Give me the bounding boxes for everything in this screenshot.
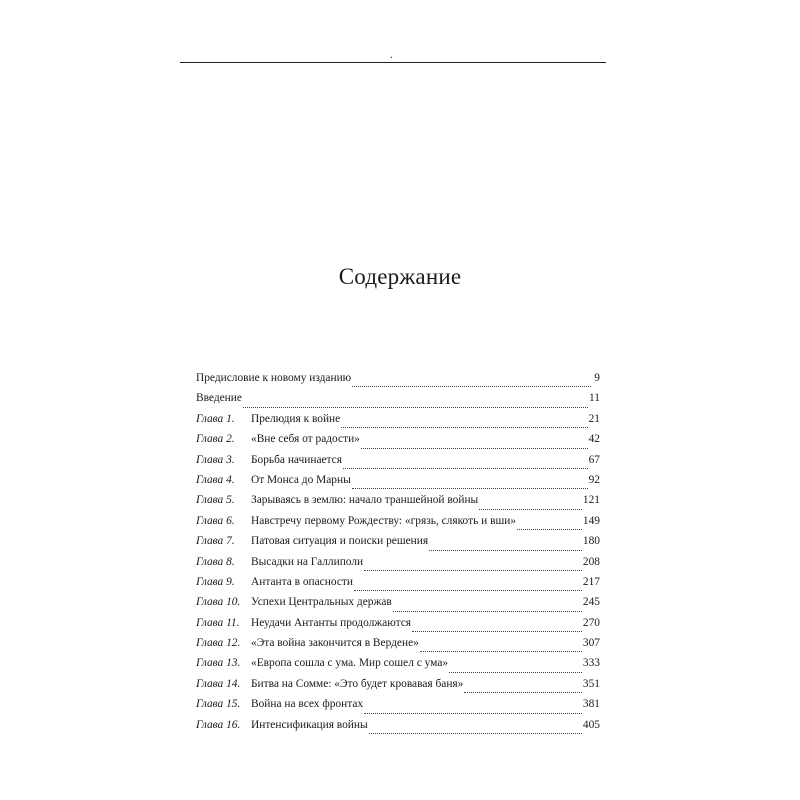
toc-page-number: 180 (582, 535, 600, 548)
toc-leader-dots (364, 570, 582, 571)
toc-chapter-label: Глава 3. (196, 453, 235, 466)
toc-chapter-label: Глава 13. (196, 657, 241, 670)
toc-chapter-label: Глава 7. (196, 535, 235, 548)
table-of-contents (196, 372, 600, 739)
toc-page-number: 9 (594, 372, 600, 384)
toc-leader-dots (412, 631, 582, 632)
toc-entry-title: От Монса до Марны (251, 473, 351, 486)
toc-chapter-label: Глава 10. (196, 596, 241, 609)
toc-leader-dots (369, 733, 582, 734)
toc-entry[interactable] (196, 454, 600, 474)
toc-entry[interactable] (196, 596, 600, 616)
toc-chapter-label: Глава 11. (196, 616, 240, 629)
toc-chapter-label: Глава 6. (196, 514, 235, 527)
toc-entry[interactable] (196, 698, 600, 718)
toc-chapter-label: Глава 12. (196, 637, 241, 650)
toc-entry-title: Навстречу первому Рождеству: «грязь, слякоть и вши» (251, 514, 517, 527)
toc-page-number: 208 (582, 555, 600, 568)
toc-chapter-label: Глава 4. (196, 473, 235, 486)
toc-page-number: 11 (589, 392, 600, 405)
toc-page-number: 333 (582, 657, 600, 670)
toc-entry[interactable] (196, 392, 600, 412)
toc-entry[interactable] (196, 556, 600, 576)
toc-entry-title: Борьба начинается (251, 453, 342, 466)
toc-entry[interactable] (196, 515, 600, 535)
toc-leader-dots (449, 672, 582, 673)
toc-entry[interactable] (196, 413, 600, 433)
toc-page-number: 245 (582, 596, 600, 609)
toc-entry-title: Неудачи Антанты продолжаются (251, 616, 411, 629)
toc-page-number: 307 (582, 637, 600, 650)
toc-page-number: 405 (582, 718, 600, 731)
toc-entry[interactable] (196, 657, 600, 677)
toc-entry[interactable] (196, 474, 600, 494)
toc-leader-dots (352, 488, 588, 489)
toc-page-number: 21 (588, 412, 600, 425)
toc-entry-title: Война на всех фронтах (251, 698, 364, 711)
toc-page-number: 381 (582, 698, 600, 711)
toc-leader-dots (343, 468, 588, 469)
toc-chapter-label: Глава 9. (196, 575, 235, 588)
toc-leader-dots (352, 386, 591, 387)
toc-entry-title: Введение (196, 392, 242, 405)
toc-chapter-label: Глава 16. (196, 718, 241, 731)
toc-leader-dots (361, 448, 588, 449)
toc-entry-title: Интенсификация войны (251, 718, 368, 731)
toc-chapter-label: Глава 5. (196, 494, 235, 507)
toc-chapter-label: Глава 1. (196, 412, 235, 425)
toc-entry[interactable] (196, 637, 600, 657)
toc-chapter-label: Глава 15. (196, 698, 241, 711)
toc-entry[interactable] (196, 535, 600, 555)
toc-entry[interactable] (196, 617, 600, 637)
toc-entry[interactable] (196, 719, 600, 739)
toc-leader-dots (517, 529, 582, 530)
toc-page-number: 121 (582, 494, 600, 507)
toc-chapter-label: Глава 2. (196, 433, 235, 446)
toc-entry[interactable] (196, 433, 600, 453)
toc-entry-title: Битва на Сомме: «Это будет кровавая баня» (251, 677, 464, 690)
toc-entry-title: Антанта в опасности (251, 575, 353, 588)
toc-entry[interactable] (196, 372, 600, 392)
toc-entry[interactable] (196, 494, 600, 514)
toc-entry[interactable] (196, 678, 600, 698)
toc-leader-dots (420, 651, 582, 652)
header-mark: . (390, 47, 393, 61)
toc-page-number: 149 (582, 514, 600, 527)
toc-page-number: 42 (588, 433, 600, 446)
toc-leader-dots (364, 713, 582, 714)
toc-entry-title: «Европа сошла с ума. Мир сошел с ума» (251, 657, 449, 670)
toc-entry-title: Зарываясь в землю: начало траншейной войны (251, 494, 479, 507)
toc-leader-dots (243, 407, 588, 408)
toc-leader-dots (393, 611, 582, 612)
toc-leader-dots (429, 550, 582, 551)
toc-chapter-label: Глава 8. (196, 555, 235, 568)
toc-leader-dots (464, 692, 582, 693)
toc-leader-dots (479, 509, 582, 510)
toc-entry-title: Высадки на Галлиполи (251, 555, 364, 568)
toc-page-number: 270 (582, 616, 600, 629)
header-rule (180, 62, 606, 63)
toc-entry-title: Прелюдия к войне (251, 412, 341, 425)
toc-entry-title: Успехи Центральных держав (251, 596, 392, 609)
toc-entry-title: Патовая ситуация и поиски решения (251, 535, 429, 548)
toc-entry-title: «Вне себя от радости» (251, 433, 360, 446)
toc-leader-dots (354, 590, 582, 591)
toc-page-number: 351 (582, 677, 600, 690)
toc-page-number: 92 (588, 473, 600, 486)
toc-entry-title: «Эта война закончится в Вердене» (251, 637, 419, 650)
toc-leader-dots (341, 427, 587, 428)
toc-entry[interactable] (196, 576, 600, 596)
page-title: Содержание (338, 264, 462, 289)
toc-chapter-label: Глава 14. (196, 677, 241, 690)
toc-entry-title: Предисловие к новому изданию (196, 372, 352, 384)
toc-page-number: 217 (582, 575, 600, 588)
toc-page-number: 67 (588, 453, 600, 466)
